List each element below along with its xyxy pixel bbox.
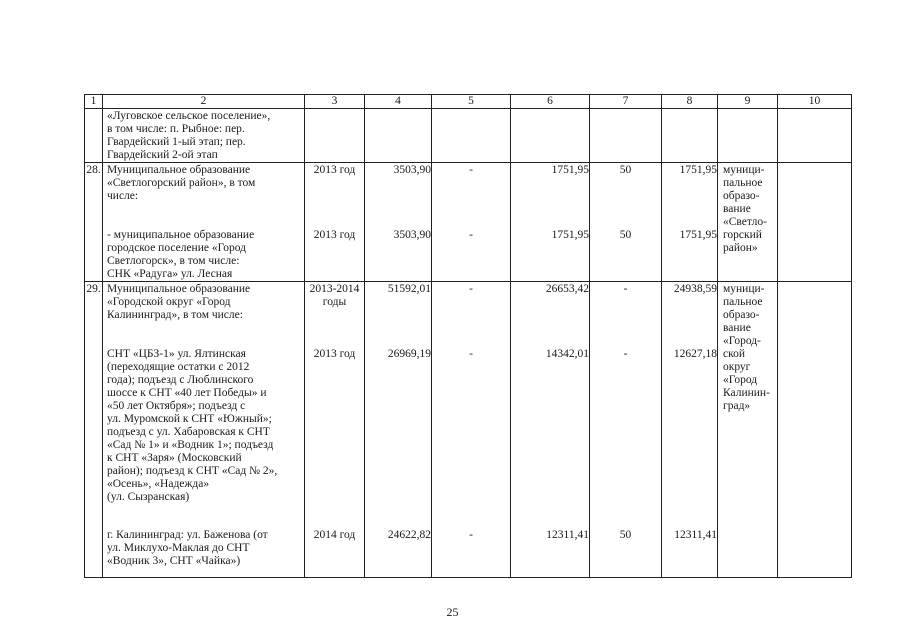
header-cell: 5 — [432, 95, 511, 109]
header-cell: 6 — [511, 95, 590, 109]
item-year: 2013 год — [313, 348, 356, 360]
continuation-row — [85, 109, 852, 163]
item-description: г. Калининград: ул. Баженова (от ул. Миклухо-Маклая до СНТ «Водник 3», СНТ «Чайка») — [107, 529, 268, 567]
header-row — [85, 95, 852, 109]
item-col8: 12627,18 — [673, 348, 717, 360]
item-col6: 14342,01 — [545, 348, 589, 360]
header-cell: 10 — [778, 95, 852, 109]
item-col8: 1751,95 — [679, 229, 717, 241]
item-col7: 50 — [619, 529, 632, 541]
item-year: 2014 год — [313, 529, 356, 541]
item-description: - муниципальное образование городское поселение «Город Светлогорск», в том числе: СНК «Радуга» ул. Лесная — [107, 229, 255, 280]
responsible-body: муници- пальное образо- вание «Город- ской округ «Город Калинин- град» — [723, 283, 770, 412]
item-col5: - — [469, 229, 473, 241]
item-col6: 26653,42 — [545, 283, 589, 295]
table-row — [85, 163, 852, 282]
header-cell: 2 — [103, 95, 305, 109]
header-cell: 3 — [305, 95, 365, 109]
header-cell: 1 — [85, 95, 103, 109]
item-col6: 1751,95 — [551, 164, 589, 176]
item-col5: - — [469, 164, 473, 176]
item-description: Муниципальное образование «Городской округ «Город Калининград», в том числе: — [107, 283, 251, 321]
header-cell: 7 — [590, 95, 662, 109]
row-number: 28. — [86, 164, 101, 176]
item-col8: 1751,95 — [679, 164, 717, 176]
item-col5: - — [469, 348, 473, 360]
item-total: 24622,82 — [387, 529, 431, 541]
item-year: 2013 год — [313, 229, 356, 241]
row-number: 29. — [86, 283, 101, 295]
item-total: 3503,90 — [393, 164, 431, 176]
item-total: 51592,01 — [387, 283, 431, 295]
item-col5: - — [469, 283, 473, 295]
item-col6: 1751,95 — [551, 229, 589, 241]
header-cell: 9 — [718, 95, 778, 109]
header-cell: 8 — [662, 95, 718, 109]
item-year: 2013 год — [313, 164, 356, 176]
responsible-body: муници- пальное образо- вание «Светло- горский район» — [723, 164, 767, 254]
item-col6: 12311,41 — [546, 529, 589, 541]
item-year: 2013-2014 годы — [309, 283, 360, 308]
item-description: Муниципальное образование «Светлогорский район», в том числе: — [107, 164, 256, 202]
continuation-text: «Луговское сельское поселение», в том числе: п. Рыбное: пер. Гвардейский 1-ый этап; пер. Гвардейский 2-ой этап — [107, 110, 271, 161]
funding-table — [84, 94, 852, 578]
page-number: 25 — [446, 605, 459, 619]
item-col7: - — [623, 283, 628, 295]
item-col8: 24938,59 — [673, 283, 717, 295]
item-col7: - — [623, 348, 628, 360]
table-row — [85, 282, 852, 578]
item-description: СНТ «ЦБЗ-1» ул. Ялтинская (переходящие остатки с 2012 года); подъезд с Люблинского шоссе к СНТ «40 лет Победы» и «50 лет Октября»; подъезд с ул. Муромской к СНТ «Южный»; подъезд с ул. Хабаровская к СНТ «Сад № 1» и «Водник 1»; подъезд к СНТ «Заря» (Московский район); подъезд к СНТ «Сад № 2», «Осень», «Надежда» (ул. Сызранская) — [107, 348, 278, 503]
item-col8: 12311,41 — [674, 529, 717, 541]
item-col7: 50 — [619, 229, 632, 241]
header-cell: 4 — [365, 95, 432, 109]
item-total: 3503,90 — [393, 229, 431, 241]
item-total: 26969,19 — [387, 348, 431, 360]
item-col7: 50 — [619, 164, 632, 176]
item-col5: - — [469, 529, 473, 541]
